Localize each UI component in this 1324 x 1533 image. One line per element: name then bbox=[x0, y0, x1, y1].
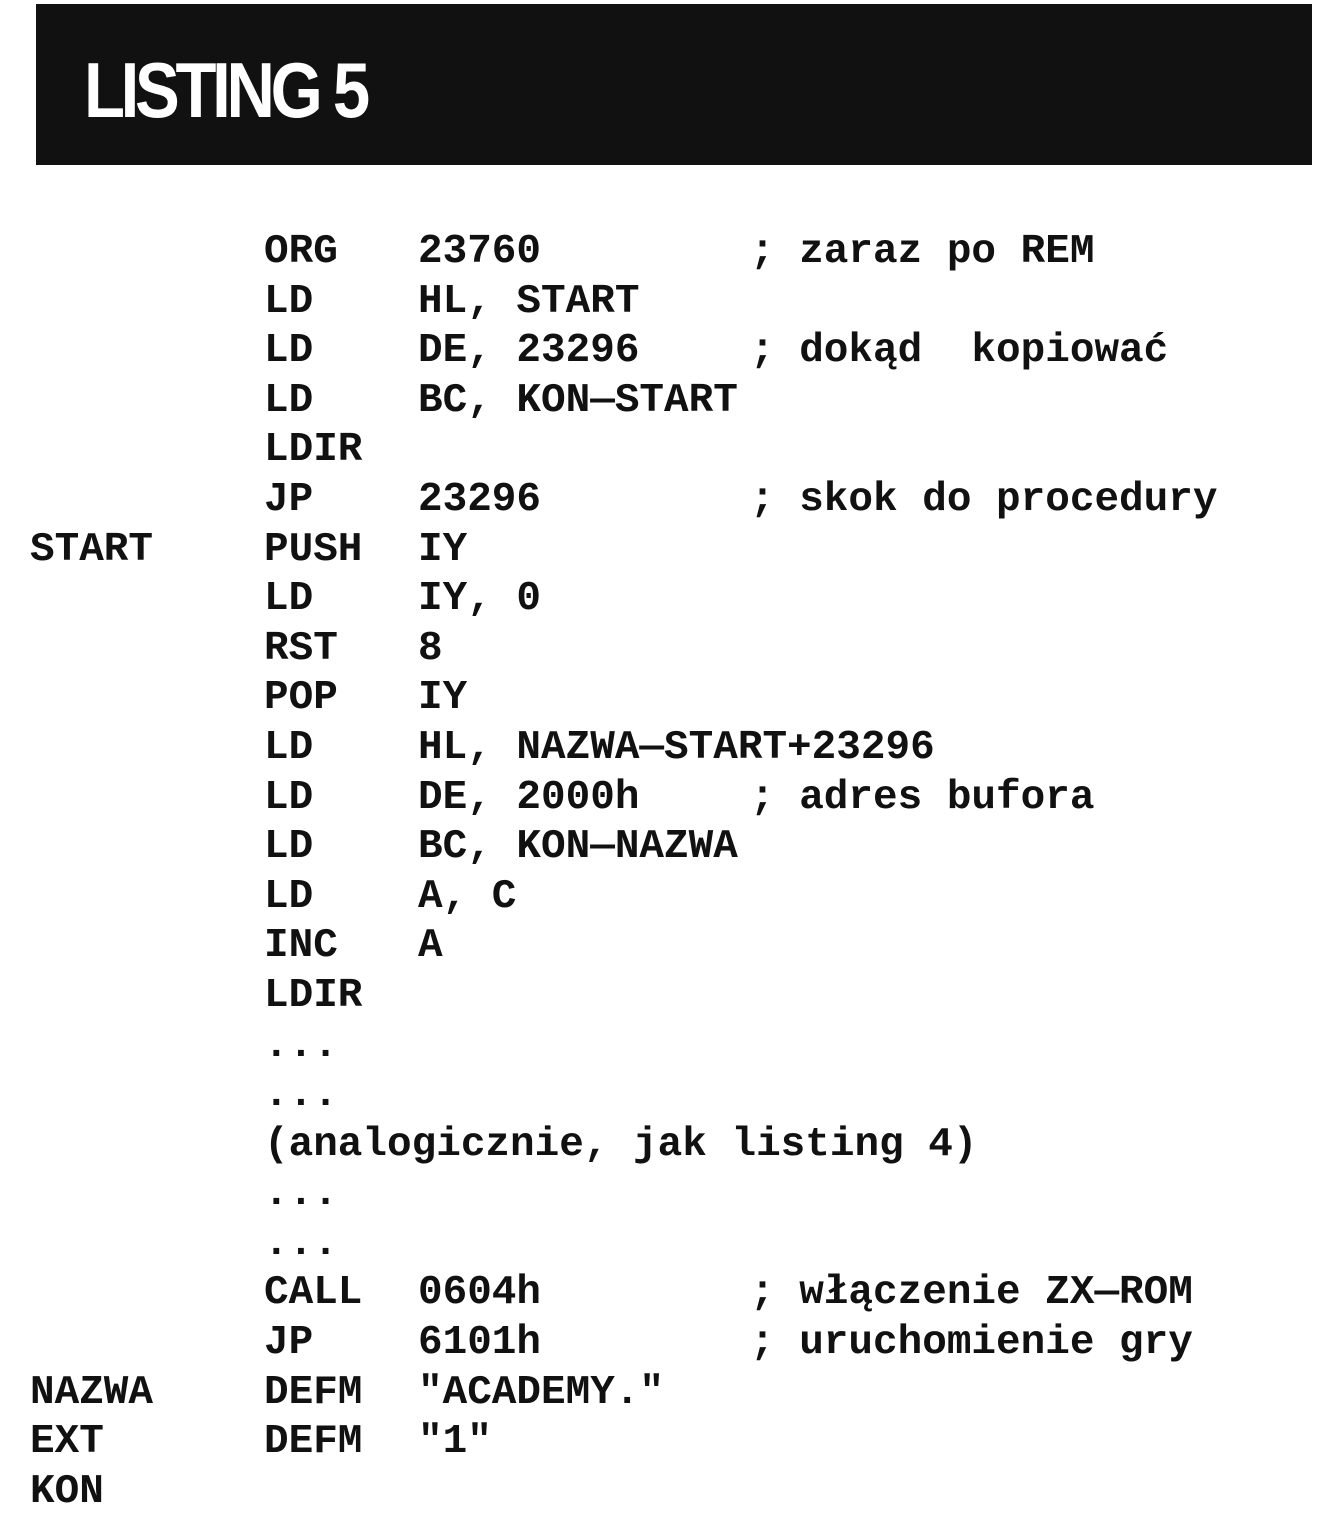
line-operand: DE, 2000h bbox=[418, 774, 640, 821]
code-line bbox=[0, 625, 1324, 675]
code-line bbox=[0, 1468, 1324, 1518]
line-operand: IY, 0 bbox=[418, 576, 542, 623]
line-operand: 6101h bbox=[418, 1320, 542, 1367]
line-instruction: RST bbox=[264, 625, 338, 672]
line-operand: DE, 23296 bbox=[418, 328, 640, 375]
line-instruction: DEFM bbox=[264, 1419, 363, 1466]
line-instruction: ORG bbox=[264, 229, 338, 275]
line-instruction: LD bbox=[264, 377, 314, 424]
code-line bbox=[0, 228, 1324, 278]
code-line bbox=[0, 823, 1324, 873]
line-operand: HL, START bbox=[418, 278, 640, 325]
code-line bbox=[0, 1319, 1324, 1369]
line-operand: "ACADEMY." bbox=[418, 1369, 665, 1416]
line-instruction: LDIR bbox=[264, 972, 363, 1019]
code-line bbox=[0, 278, 1324, 328]
code-line bbox=[0, 674, 1324, 724]
line-instruction: ... bbox=[264, 1022, 338, 1069]
code-listing bbox=[0, 228, 1324, 1517]
line-instruction: PUSH bbox=[264, 526, 363, 573]
code-line bbox=[0, 526, 1324, 576]
line-instruction: CALL bbox=[264, 1270, 363, 1317]
line-comment: ; adres bufora bbox=[750, 774, 1095, 821]
code-line bbox=[0, 575, 1324, 625]
line-label: NAZWA bbox=[30, 1369, 154, 1416]
line-operand: IY bbox=[418, 526, 468, 573]
line-instruction: ... bbox=[264, 1072, 338, 1119]
line-operand: BC, KON—START bbox=[418, 377, 738, 424]
line-operand: A bbox=[418, 923, 443, 970]
code-line bbox=[0, 724, 1324, 774]
line-instruction: ... bbox=[264, 1220, 338, 1267]
line-label: KON bbox=[30, 1468, 104, 1515]
code-line bbox=[0, 1022, 1324, 1072]
code-line bbox=[0, 476, 1324, 526]
code-line bbox=[0, 377, 1324, 427]
code-line bbox=[0, 1418, 1324, 1468]
line-instruction: JP bbox=[264, 1320, 314, 1367]
line-operand: HL, NAZWA—START+23296 bbox=[418, 724, 935, 771]
line-operand: A, C bbox=[418, 873, 517, 920]
code-line bbox=[0, 922, 1324, 972]
line-operand: "1" bbox=[418, 1419, 492, 1466]
line-instruction: LD bbox=[264, 278, 314, 325]
code-line bbox=[0, 972, 1324, 1022]
line-comment: ; dokąd kopiować bbox=[750, 328, 1169, 375]
line-comment: ; włączenie ZX—ROM bbox=[750, 1270, 1193, 1317]
line-instruction: ... bbox=[264, 1171, 338, 1218]
line-operand: IY bbox=[418, 675, 468, 722]
line-operand: BC, KON—NAZWA bbox=[418, 824, 738, 871]
line-instruction: DEFM bbox=[264, 1369, 363, 1416]
code-line bbox=[0, 1071, 1324, 1121]
code-line bbox=[0, 774, 1324, 824]
line-label: EXT bbox=[30, 1419, 104, 1466]
listing-title: LISTING 5 bbox=[84, 46, 366, 134]
line-instruction: LD bbox=[264, 328, 314, 375]
line-instruction: LD bbox=[264, 774, 314, 821]
code-line bbox=[0, 327, 1324, 377]
line-instruction: LD bbox=[264, 824, 314, 871]
line-comment: ; zaraz po REM bbox=[750, 229, 1095, 275]
code-line bbox=[0, 873, 1324, 923]
line-instruction: POP bbox=[264, 675, 338, 722]
line-instruction: JP bbox=[264, 476, 314, 523]
line-comment: ; skok do procedury bbox=[750, 476, 1218, 523]
code-line bbox=[0, 426, 1324, 476]
line-instruction: LD bbox=[264, 724, 314, 771]
line-instruction: LD bbox=[264, 576, 314, 623]
line-operand: 8 bbox=[418, 625, 443, 672]
line-operand: 23760 bbox=[418, 229, 542, 275]
line-operand: 0604h bbox=[418, 1270, 542, 1317]
line-instruction: LD bbox=[264, 873, 314, 920]
code-line bbox=[0, 1269, 1324, 1319]
code-line bbox=[0, 1121, 1324, 1171]
code-line bbox=[0, 1220, 1324, 1270]
line-operand: 23296 bbox=[418, 476, 542, 523]
code-line bbox=[0, 1170, 1324, 1220]
line-instruction: LDIR bbox=[264, 427, 363, 474]
line-instruction: (analogicznie, jak listing 4) bbox=[264, 1121, 978, 1168]
line-comment: ; uruchomienie gry bbox=[750, 1320, 1193, 1367]
line-instruction: INC bbox=[264, 923, 338, 970]
line-label: START bbox=[30, 526, 154, 573]
code-line bbox=[0, 1369, 1324, 1419]
